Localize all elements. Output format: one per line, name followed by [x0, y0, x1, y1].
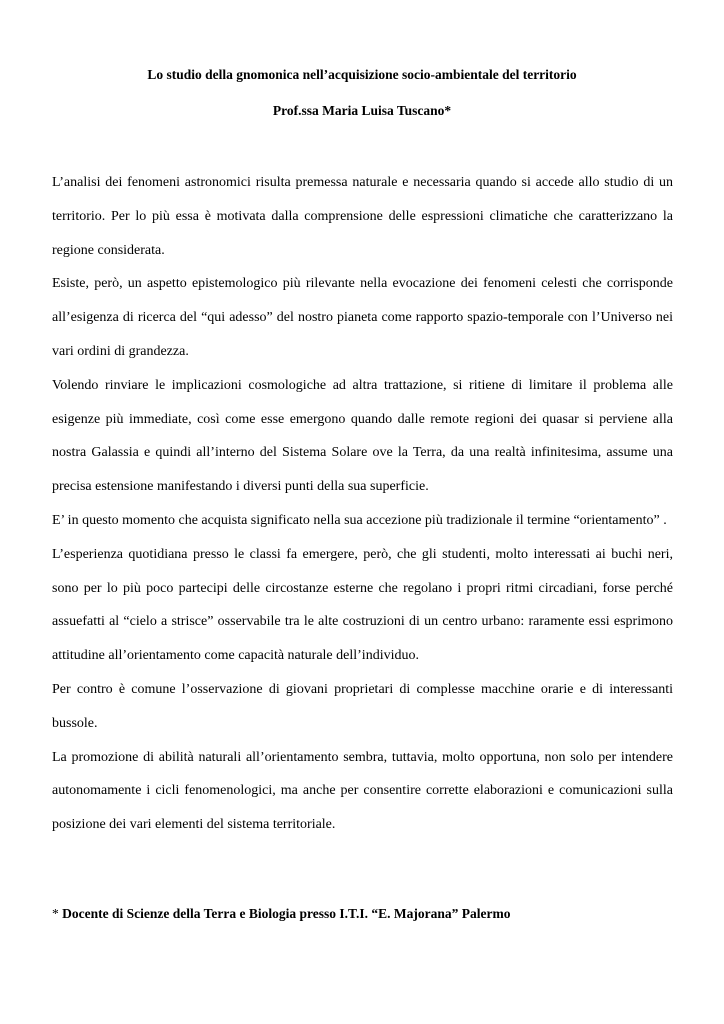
paragraph-7: La promozione di abilità naturali all’orientamento sembra, tuttavia, molto opportuna, non solo per intendere autonomamente i cicli fenomenologici, ma anche per consentire corrette elaborazioni e comunicazioni sulla posizione dei vari elementi del sistema territoriale. — [52, 749, 673, 833]
paragraph-1: L’analisi dei fenomeni astronomici risulta premessa naturale e necessaria quando si accede allo studio di un territorio. Per lo più essa è motivata dalla comprensione delle espressioni climatiche che caratterizzano la regione considerata. — [52, 175, 673, 258]
document-title: Lo studio della gnomonica nell’acquisizione socio-ambientale del territorio — [147, 67, 577, 82]
paragraph-3: Volendo rinviare le implicazioni cosmologiche ad altra trattazione, si ritiene di limitare il problema alle esigenze più immediate, così come esse emergono quando dalle remote regioni dei quasar si perviene alla nostra Galassia e quindi all’interno del Sistema Solare ove la Terra, da una realtà infinitesima, assume una precisa estensione manifestando i diversi punti della sua superficie. — [52, 377, 673, 495]
paragraph-5: L’esperienza quotidiana presso le classi fa emergere, però, che gli studenti, molto interessati ai buchi neri, sono per lo più poco partecipi delle circostanze esterne che regolano i propri ritmi circadiani, forse perché assuefatti al “cielo a strisce” osservabile tra le alte costruzioni di un centro urbano: raramente essi esprimono attitudine all’orientamento come capacità naturale dell’individuo. — [52, 546, 673, 664]
footnote-text: Docente di Scienze della Terra e Biologia presso I.T.I. “E. Majorana” Palermo — [62, 906, 511, 921]
document-body — [52, 166, 673, 842]
paragraph-4: E’ in questo momento che acquista significato nella sua accezione più tradizionale il termine “orientamento” . — [52, 512, 667, 528]
paragraph-2: Esiste, però, un aspetto epistemologico più rilevante nella evocazione dei fenomeni celesti che corrisponde all’esigenza di ricerca del “qui adesso” del nostro pianeta come rapporto spazio-temporale con l’Universo nei vari ordini di grandezza. — [52, 276, 673, 359]
footnote-marker: * — [52, 906, 59, 921]
paragraph-6: Per contro è comune l’osservazione di giovani proprietari di complesse macchine orarie e di interessanti bussole. — [52, 681, 673, 731]
document-author: Prof.ssa Maria Luisa Tuscano* — [272, 103, 452, 118]
footnote — [52, 905, 510, 923]
